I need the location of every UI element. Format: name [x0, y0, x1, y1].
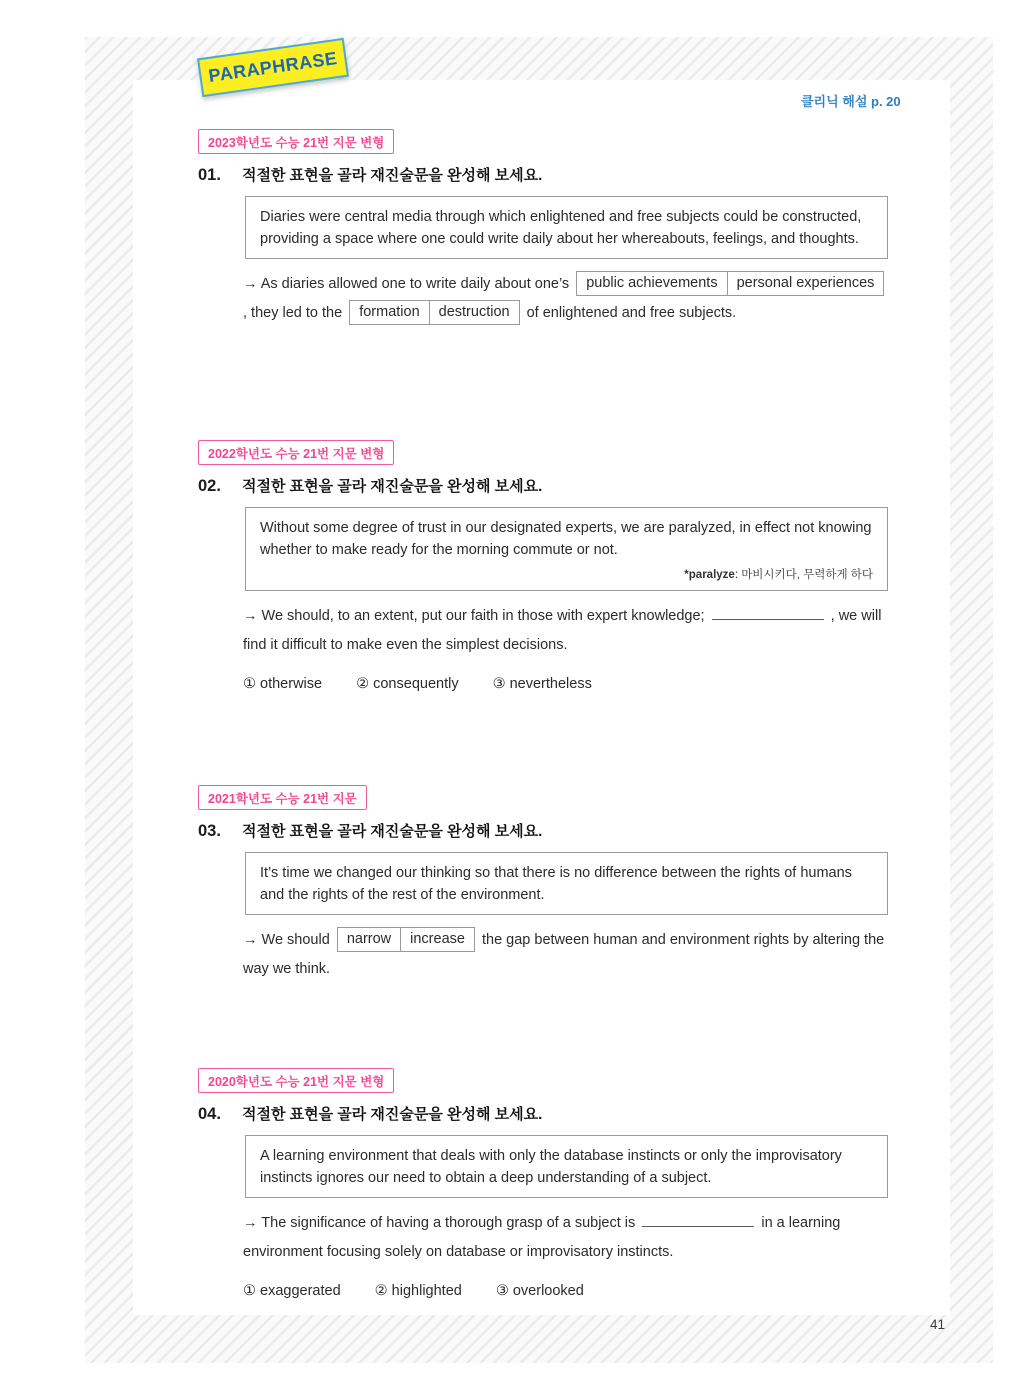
page-number: 41 [930, 1317, 946, 1332]
answer-blank[interactable] [712, 608, 824, 620]
question-block-04 [198, 1068, 888, 1299]
choice-option[interactable]: formation [359, 303, 420, 320]
vocabulary-footnote [260, 566, 873, 582]
answer-blank[interactable] [642, 1215, 754, 1227]
question-number: 03. [198, 822, 221, 840]
answer-option[interactable]: ③ overlooked [495, 1283, 584, 1299]
answer-option[interactable]: ③ nevertheless [492, 676, 592, 692]
passage-text: It’s time we changed our thinking so that there is no difference between the rights of humans and the rights of the rest of the environment. [260, 865, 852, 903]
answer-option[interactable]: ① exaggerated [243, 1283, 341, 1299]
restatement-text: , we will find it difficult to make even the simplest decisions. [243, 608, 882, 653]
choice-option[interactable]: increase [400, 928, 474, 951]
restatement-text: , they led to the [243, 305, 347, 321]
source-tag: 2021학년도 수능 21번 지문 [198, 785, 367, 810]
restatement-line [243, 1209, 888, 1267]
footnote-definition: : 마비시키다, 무력하게 하다 [734, 569, 873, 581]
restatement-text: → We should [243, 932, 334, 948]
passage-text: Without some degree of trust in our designated experts, we are paralyzed, in effect not knowing whether to make ready for the morning commute or not. [260, 520, 872, 558]
restatement-line [243, 270, 888, 328]
passage-box [245, 852, 888, 915]
question-number: 01. [198, 166, 221, 184]
question-title-row [198, 1103, 888, 1124]
answer-option[interactable]: ② highlighted [374, 1283, 462, 1299]
clinic-reference-link[interactable]: 클리닉 해설 p. 20 [801, 94, 901, 109]
choice-option[interactable]: public achievements [586, 274, 718, 291]
restatement-text: → As diaries allowed one to write daily about one’s [243, 276, 574, 292]
choice-box [576, 271, 884, 296]
restatement-line [243, 926, 888, 984]
source-tag: 2023학년도 수능 21번 지문 변형 [198, 129, 394, 154]
question-number: 04. [198, 1105, 221, 1123]
restatement-text: the gap between human and environment rights by altering the way we think. [243, 932, 885, 977]
passage-box [245, 196, 888, 259]
answer-options-row [243, 676, 888, 692]
question-instruction: 적절한 표현을 골라 재진술문을 완성해 보세요. [242, 823, 543, 840]
passage-text: Diaries were central media through which enlightened and free subjects could be constructed, providing a space where one could write daily about her whereabouts, feelings, and thoughts. [260, 209, 862, 247]
restatement-text: → We should, to an extent, put our faith in those with expert knowledge; [243, 608, 709, 624]
question-instruction: 적절한 표현을 골라 재진술문을 완성해 보세요. [242, 478, 543, 495]
choice-option[interactable]: narrow [346, 930, 392, 947]
passage-text: A learning environment that deals with only the database instincts or only the improvisatory instincts ignores our need to obtain a deep understanding of a subject. [260, 1148, 842, 1186]
paraphrase-badge: PARAPHRASE [197, 38, 349, 97]
question-title-row [198, 475, 888, 496]
answer-option[interactable]: ① otherwise [243, 676, 323, 692]
choice-box [337, 927, 475, 952]
question-title-row [198, 820, 888, 841]
question-block-03 [198, 785, 888, 984]
question-block-01 [198, 129, 888, 328]
question-instruction: 적절한 표현을 골라 재진술문을 완성해 보세요. [242, 167, 543, 184]
choice-option[interactable]: destruction [429, 301, 519, 324]
question-instruction: 적절한 표현을 골라 재진술문을 완성해 보세요. [242, 1106, 543, 1123]
question-block-02 [198, 440, 888, 692]
restatement-text: in a learning environment focusing solely on database or improvisatory instincts. [243, 1215, 841, 1260]
choice-option[interactable]: personal experiences [727, 272, 884, 295]
footnote-term: *paralyze [684, 569, 735, 581]
restatement-text: of enlightened and free subjects. [522, 305, 737, 321]
question-title-row [198, 164, 888, 185]
passage-box [245, 1135, 888, 1198]
choice-box [349, 300, 519, 325]
answer-option[interactable]: ② consequently [356, 676, 459, 692]
answer-options-row [243, 1283, 888, 1299]
question-number: 02. [198, 477, 221, 495]
source-tag: 2020학년도 수능 21번 지문 변형 [198, 1068, 394, 1093]
restatement-line [243, 602, 888, 660]
source-tag: 2022학년도 수능 21번 지문 변형 [198, 440, 394, 465]
restatement-text: → The significance of having a thorough grasp of a subject is [243, 1215, 640, 1231]
passage-box [245, 507, 888, 591]
